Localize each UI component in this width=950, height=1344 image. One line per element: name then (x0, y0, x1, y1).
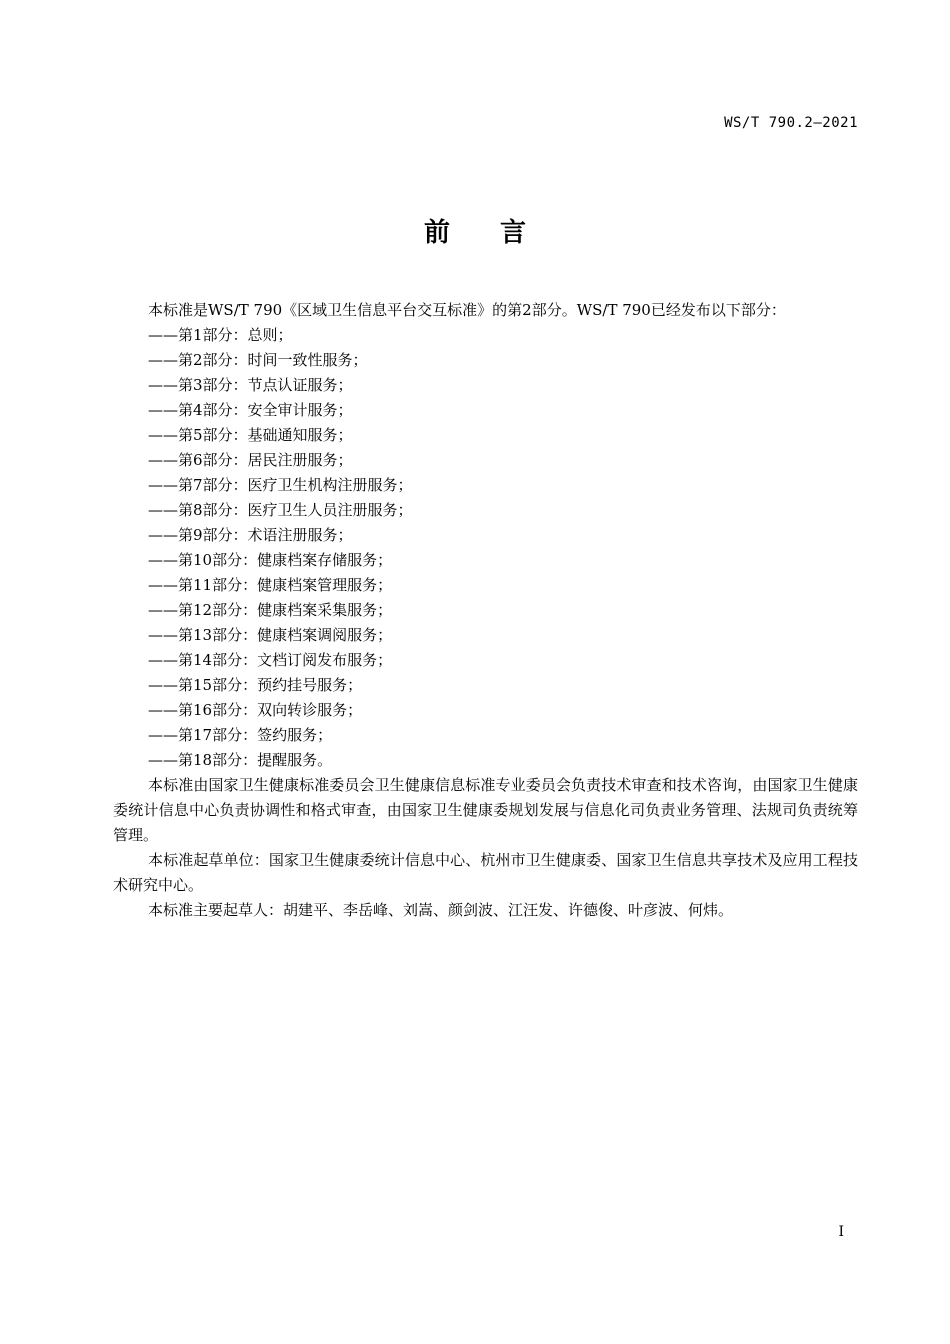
foreword-content (113, 298, 858, 923)
review-paragraph: 本标准由国家卫生健康标准委员会卫生健康信息标准专业委员会负责技术审查和技术咨询，由国家卫生健康委统计信息中心负责协调性和格式审查，由国家卫生健康委规划发展与信息化司负责业务管理、法规司负责统筹管理。 (113, 776, 858, 844)
list-item: ——第11部分：健康档案管理服务； (148, 576, 393, 594)
list-item: ——第17部分：签约服务； (148, 726, 333, 744)
list-item: ——第3部分：节点认证服务； (148, 376, 353, 394)
list-item: ——第18部分：提醒服务。 (148, 751, 333, 769)
drafting-units-paragraph: 本标准起草单位：国家卫生健康委统计信息中心、杭州市卫生健康委、国家卫生信息共享技术及应用工程技术研究中心。 (113, 851, 858, 894)
list-item: ——第13部分：健康档案调阅服务； (148, 626, 393, 644)
list-item: ——第16部分：双向转诊服务； (148, 701, 363, 719)
list-item: ——第14部分：文档订阅发布服务； (148, 651, 393, 669)
list-item: ——第6部分：居民注册服务； (148, 451, 353, 469)
page-title: 前言 (423, 218, 576, 248)
list-item: ——第7部分：医疗卫生机构注册服务； (148, 476, 413, 494)
list-item: ——第9部分：术语注册服务； (148, 526, 353, 544)
page-number: I (838, 1224, 844, 1240)
list-item: ——第4部分：安全审计服务； (148, 401, 353, 419)
list-item: ——第2部分：时间一致性服务； (148, 351, 368, 369)
list-item: ——第1部分：总则； (148, 326, 293, 344)
standard-number: WS/T 790.2—2021 (724, 115, 858, 131)
list-item: ——第10部分：健康档案存储服务； (148, 551, 393, 569)
list-item: ——第5部分：基础通知服务； (148, 426, 353, 444)
list-item: ——第8部分：医疗卫生人员注册服务； (148, 501, 413, 519)
intro-paragraph: 本标准是WS/T 790《区域卫生信息平台交互标准》的第2部分。WS/T 790已经发布以下部分： (148, 301, 786, 319)
list-item: ——第15部分：预约挂号服务； (148, 676, 363, 694)
list-item: ——第12部分：健康档案采集服务； (148, 601, 393, 619)
drafters-paragraph: 本标准主要起草人：胡建平、李岳峰、刘嵩、颜剑波、江汪发、许德俊、叶彦波、何炜。 (148, 901, 734, 919)
parts-list (113, 323, 858, 773)
